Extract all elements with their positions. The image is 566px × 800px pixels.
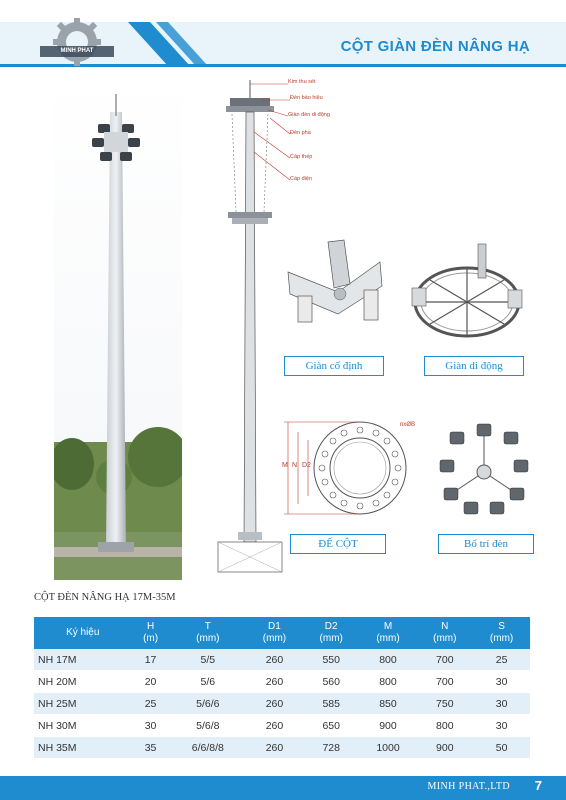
cell-t: 5/6/6 [170,693,246,715]
cell-d1: 260 [246,715,303,737]
cell-ky-hieu: NH 35M [34,737,132,759]
cell-d1: 260 [246,649,303,671]
cell-ky-hieu: NH 30M [34,715,132,737]
table-title: CỘT ĐÈN NÂNG HẠ 17M-35M [34,592,176,603]
cell-d1: 260 [246,737,303,759]
cell-d2: 650 [303,715,360,737]
company-logo [34,18,120,68]
caption-bo-tri-den: Bố trí đèn [438,534,534,554]
label-den-pha: Đèn pha [290,130,311,136]
cell-d2: 585 [303,693,360,715]
cell-h: 35 [132,737,170,759]
base-label-m: M [282,462,288,469]
base-label-n: N [292,462,298,469]
cell-n: 700 [416,671,473,693]
specs-table [34,617,530,759]
fixed-frame-drawing [278,232,390,344]
cell-ky-hieu: NH 25M [34,693,132,715]
caption-gian-co-dinh: Giàn cố định [284,356,384,376]
base-plate-drawing [272,416,416,520]
table-row [34,737,530,759]
logo-text: MINH PHAT [60,48,94,54]
header-s: S (mm) [473,617,530,649]
label-cap-dien: Cáp điện [290,176,313,182]
label-gian-den-di-dong: Giàn đèn di động [288,112,330,118]
pole-photo [54,72,182,580]
cell-d1: 260 [246,671,303,693]
header-ky-hieu: Ký hiệu [34,617,132,649]
cell-m: 800 [360,671,417,693]
cell-s: 30 [473,693,530,715]
cell-n: 800 [416,715,473,737]
table-row [34,649,530,671]
label-cap-thep: Cáp thép [290,154,313,160]
base-label-d2: D2 [302,462,311,469]
lamp-layout-drawing [434,422,534,522]
cell-h: 17 [132,649,170,671]
caption-de-cot: ĐẾ CỘT [290,534,386,554]
cell-h: 25 [132,693,170,715]
cell-t: 5/6/8 [170,715,246,737]
label-den-bao-hieu: Đèn báo hiệu [290,95,323,101]
header-d2: D2 (mm) [303,617,360,649]
cell-h: 30 [132,715,170,737]
base-label-nxob: nxØB [400,422,416,428]
cell-m: 1000 [360,737,417,759]
label-kim-thu-set: Kim thu sét [288,79,316,85]
table-row [34,715,530,737]
header-n: N (mm) [416,617,473,649]
mobile-frame-drawing [404,238,530,346]
cell-d2: 560 [303,671,360,693]
header-m: M (mm) [360,617,417,649]
cell-n: 750 [416,693,473,715]
cell-s: 25 [473,649,530,671]
cell-d2: 550 [303,649,360,671]
page-title: CỘT GIÀN ĐÈN NÂNG HẠ [340,38,530,55]
table-row [34,693,530,715]
cell-s: 50 [473,737,530,759]
cell-m: 800 [360,649,417,671]
table-header-row [34,617,530,649]
cell-n: 700 [416,649,473,671]
cell-d1: 260 [246,693,303,715]
cell-s: 30 [473,671,530,693]
footer-company: MINH PHAT.,LTD [427,781,510,792]
cell-m: 850 [360,693,417,715]
header-t: T (mm) [170,617,246,649]
page-number: 7 [534,778,542,793]
cell-d2: 728 [303,737,360,759]
cell-t: 5/6 [170,671,246,693]
cell-ky-hieu: NH 17M [34,649,132,671]
cell-s: 30 [473,715,530,737]
cell-t: 6/6/8/8 [170,737,246,759]
page-header [0,0,566,70]
table-row [34,671,530,693]
cell-m: 900 [360,715,417,737]
page-footer [0,776,566,800]
cell-ky-hieu: NH 20M [34,671,132,693]
cell-n: 900 [416,737,473,759]
cell-t: 5/5 [170,649,246,671]
header-d1: D1 (mm) [246,617,303,649]
cell-h: 20 [132,671,170,693]
header-h: H (m) [132,617,170,649]
caption-gian-di-dong: Giàn di động [424,356,524,376]
